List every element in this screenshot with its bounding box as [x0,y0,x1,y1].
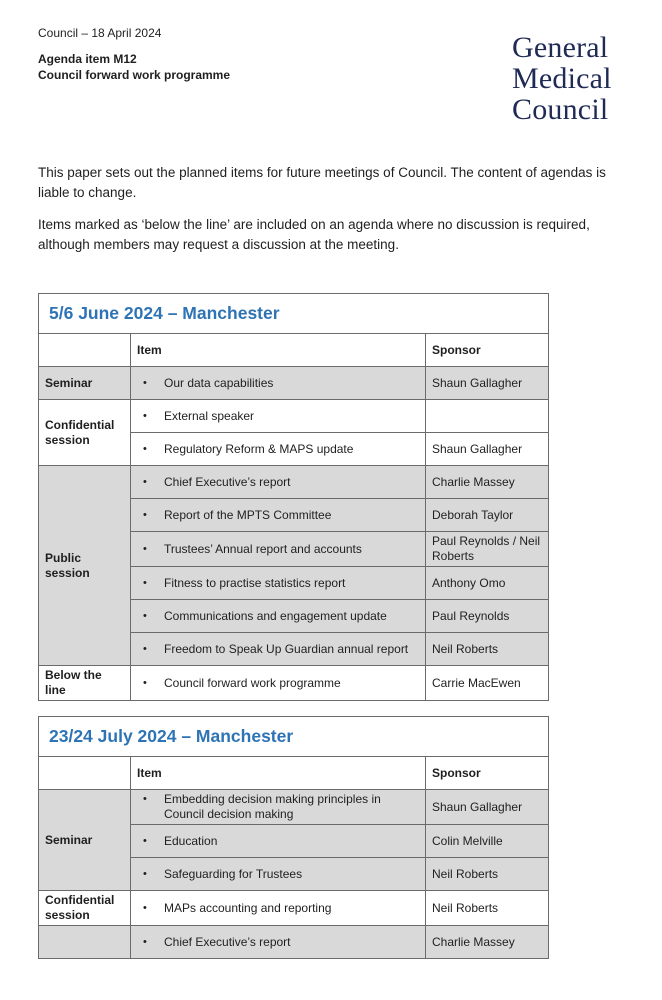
meeting-date-line: Council – 18 April 2024 [38,26,162,40]
agenda-item-text: Fitness to practise statistics report [164,575,346,590]
agenda-item-text: Communications and engagement update [164,608,387,623]
bullet-icon: • [143,475,147,488]
table-row [39,666,549,701]
intro-section [38,163,626,267]
bullet-icon: • [143,542,147,555]
bullet-icon: • [143,676,147,689]
agenda-item-cell [131,790,426,825]
sponsor-cell: Paul Reynolds [426,600,549,633]
session-label-cell: Public session [39,466,131,666]
bullet-icon: • [143,609,147,622]
agenda-item-title: Council forward work programme [38,68,231,82]
logo-line-2: Medical [512,62,612,95]
session-label-cell: Below the line [39,666,131,701]
agenda-item-cell [131,400,426,433]
agenda-item-cell [131,600,426,633]
agenda-item-content [143,834,419,849]
agenda-item-cell [131,499,426,532]
meeting-table-july [38,716,549,959]
agenda-item-text: Embedding decision making principles in Council decision making [164,792,381,821]
agenda-item-content [143,935,419,950]
agenda-item-cell [131,825,426,858]
agenda-item-content [143,475,419,490]
table-row [39,367,549,400]
agenda-item-text: External speaker [164,408,255,423]
agenda-item-content [143,609,419,624]
sponsor-cell: Shaun Gallagher [426,790,549,825]
agenda-item-cell [131,633,426,666]
sponsor-cell: Paul Reynolds / Neil Roberts [426,532,549,567]
table-row [39,891,549,926]
sponsor-cell [426,400,549,433]
agenda-item-content [143,442,419,457]
meeting-table-title: 23/24 July 2024 – Manchester [39,717,549,757]
bullet-icon: • [143,793,147,805]
agenda-item-cell [131,858,426,891]
bullet-icon: • [143,834,147,847]
agenda-item-content [143,867,419,882]
agenda-item-text: MAPs accounting and reporting [164,900,332,915]
agenda-item-text: Report of the MPTS Committee [164,507,332,522]
bullet-icon: • [143,409,147,422]
column-header-session [39,334,131,367]
sponsor-cell: Shaun Gallagher [426,367,549,400]
agenda-item-cell [131,567,426,600]
bullet-icon: • [143,508,147,521]
session-label-cell: Confidential session [39,400,131,466]
sponsor-cell: Deborah Taylor [426,499,549,532]
agenda-item-text: Freedom to Speak Up Guardian annual report [164,641,409,656]
column-header-session [39,757,131,790]
agenda-item-content [143,542,419,557]
agenda-item-cell [131,433,426,466]
agenda-item-text: Regulatory Reform & MAPS update [164,441,354,456]
session-label-cell: Seminar [39,367,131,400]
agenda-item-content [143,792,419,822]
sponsor-cell: Colin Melville [426,825,549,858]
agenda-item-text: Safeguarding for Trustees [164,866,303,881]
table-title-row [39,717,549,757]
sponsor-cell: Shaun Gallagher [426,433,549,466]
table-row [39,926,549,959]
sponsor-cell: Carrie MacEwen [426,666,549,701]
agenda-item-cell [131,532,426,567]
agenda-item-text: Council forward work programme [164,675,341,690]
agenda-item-content [143,901,419,916]
bullet-icon: • [143,442,147,455]
gmc-logo [512,32,612,125]
table-header-row [39,334,549,367]
column-header-sponsor: Sponsor [426,757,549,790]
agenda-block [38,51,230,83]
column-header-item: Item [131,757,426,790]
bullet-icon: • [143,576,147,589]
intro-paragraph-2: Items marked as ‘below the line’ are included on an agenda where no discussion is required, although members may request a discussion at the meeting. [38,217,590,252]
agenda-item-cell [131,666,426,701]
agenda-item-cell [131,891,426,926]
agenda-item-number: Agenda item M12 [38,52,137,66]
agenda-item-cell [131,926,426,959]
sponsor-cell: Neil Roberts [426,891,549,926]
agenda-item-content [143,508,419,523]
agenda-item-cell [131,367,426,400]
bullet-icon: • [143,642,147,655]
bullet-icon: • [143,867,147,880]
column-header-item: Item [131,334,426,367]
sponsor-cell: Charlie Massey [426,926,549,959]
sponsor-cell: Charlie Massey [426,466,549,499]
agenda-item-text: Trustees’ Annual report and accounts [164,541,362,556]
column-header-sponsor: Sponsor [426,334,549,367]
table-row [39,466,549,499]
session-label-cell: Confidential session [39,891,131,926]
logo-line-1: General [512,31,609,64]
agenda-item-text: Education [164,833,218,848]
bullet-icon: • [143,901,147,914]
agenda-item-cell [131,466,426,499]
table-title-row [39,294,549,334]
sponsor-cell: Anthony Omo [426,567,549,600]
sponsor-cell: Neil Roberts [426,858,549,891]
agenda-item-content [143,676,419,691]
agenda-item-text: Our data capabilities [164,375,274,390]
agenda-item-content [143,376,419,391]
table-row [39,400,549,433]
logo-line-3: Council [512,93,609,126]
agenda-item-text: Chief Executive’s report [164,474,291,489]
agenda-item-text: Chief Executive’s report [164,934,291,949]
agenda-item-content [143,409,419,424]
table-row [39,790,549,825]
meeting-table-title: 5/6 June 2024 – Manchester [39,294,549,334]
meeting-table-june [38,293,549,701]
table-header-row [39,757,549,790]
document-header [38,26,230,83]
bullet-icon: • [143,935,147,948]
session-label-cell: Seminar [39,790,131,891]
agenda-item-content [143,642,419,657]
intro-paragraph-1: This paper sets out the planned items for future meetings of Council. The content of agendas is liable to change. [38,165,606,200]
session-label-cell [39,926,131,959]
bullet-icon: • [143,376,147,389]
agenda-item-content [143,576,419,591]
sponsor-cell: Neil Roberts [426,633,549,666]
